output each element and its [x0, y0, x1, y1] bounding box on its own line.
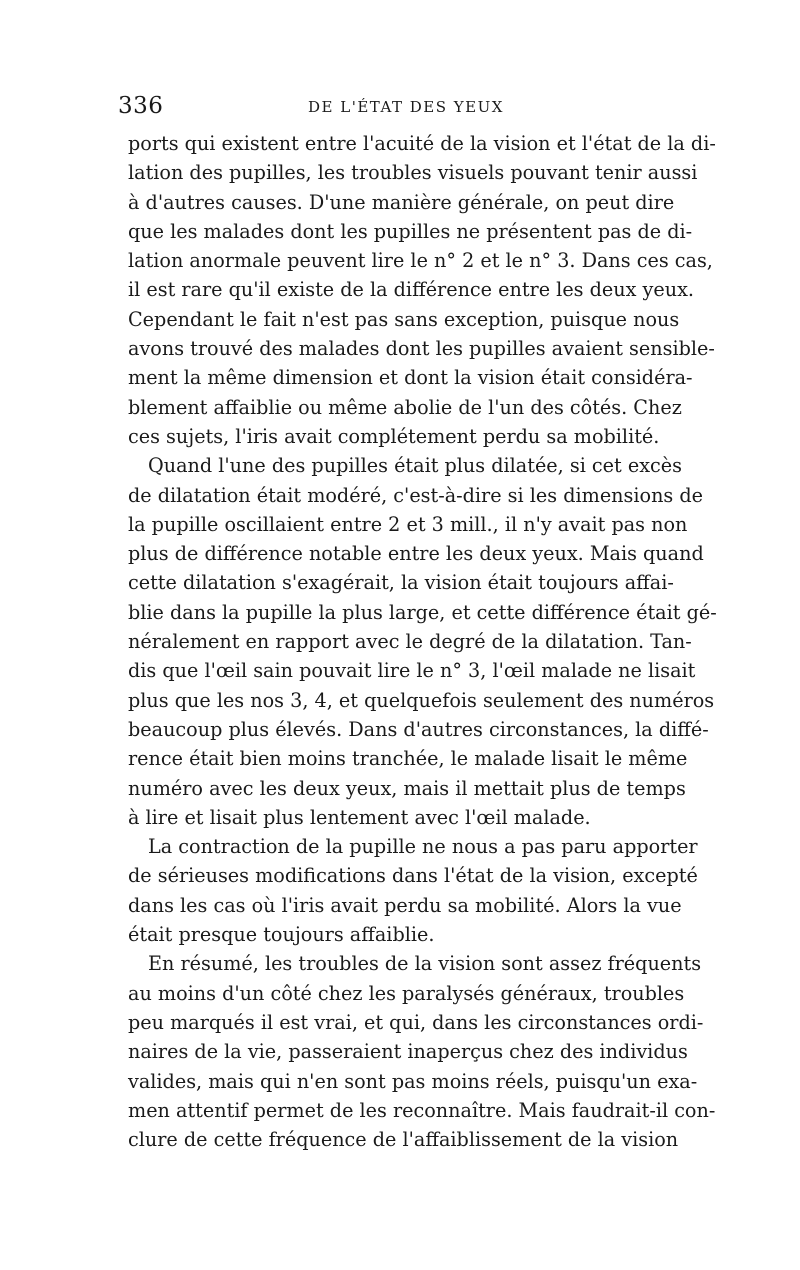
- text-line: la pupille oscillaient entre 2 et 3 mill., il n'y avait pas non: [128, 512, 688, 536]
- text-line: numéro avec les deux yeux, mais il mettait plus de temps: [128, 776, 686, 800]
- text-line: cette dilatation s'exagérait, la vision était toujours affai-: [128, 571, 674, 595]
- text-line: lation des pupilles, les troubles visuels pouvant tenir aussi: [128, 161, 698, 185]
- text-line: à lire et lisait plus lentement avec l'œil malade.: [128, 805, 591, 829]
- text-line: de dilatation était modéré, c'est-à-dire si les dimensions de: [128, 483, 704, 507]
- text-line: avons trouvé des malades dont les pupilles avaient sensible-: [128, 337, 715, 361]
- text-line: blie dans la pupille la plus large, et cette différence était gé-: [128, 600, 717, 624]
- text-line: dis que l'œil sain pouvait lire le n° 3, l'œil malade ne lisait: [128, 659, 696, 683]
- text-line: plus de différence notable entre les deux yeux. Mais quand: [128, 542, 704, 566]
- text-line: néralement en rapport avec le degré de la dilatation. Tan-: [128, 630, 692, 654]
- text-line: valides, mais qui n'en sont pas moins réels, puisqu'un exa-: [128, 1069, 698, 1093]
- text-line: En résumé, les troubles de la vision sont assez fréquents: [148, 952, 702, 976]
- text-line: ces sujets, l'iris avait complétement perdu sa mobilité.: [128, 424, 660, 448]
- text-line: naires de la vie, passeraient inaperçus chez des individus: [128, 1040, 688, 1064]
- text-line: il est rare qu'il existe de la différence entre les deux yeux.: [128, 278, 695, 302]
- running-head: DE L'ÉTAT DES YEUX: [308, 98, 504, 116]
- text-line: peu marqués il est vrai, et qui, dans les circonstances ordi-: [128, 1010, 704, 1034]
- text-line: que les malades dont les pupilles ne présentent pas de di-: [128, 219, 693, 243]
- page-number: 336: [118, 93, 164, 119]
- text-line: clure de cette fréquence de l'affaiblissement de la vision: [128, 1128, 679, 1152]
- text-line: dans les cas où l'iris avait perdu sa mobilité. Alors la vue: [128, 893, 682, 917]
- text-line: Cependant le fait n'est pas sans exception, puisque nous: [128, 307, 680, 331]
- text-line: ment la même dimension et dont la vision était considéra-: [128, 366, 693, 390]
- text-line: était presque toujours affaiblie.: [128, 923, 435, 947]
- text-line: blement affaiblie ou même abolie de l'un des côtés. Chez: [128, 395, 682, 419]
- text-line: La contraction de la pupille ne nous a pas paru apporter: [148, 835, 698, 859]
- text-line: lation anormale peuvent lire le n° 2 et le n° 3. Dans ces cas,: [128, 249, 713, 273]
- page-header: [118, 92, 678, 120]
- text-line: rence était bien moins tranchée, le malade lisait le même: [128, 747, 688, 771]
- text-line: Quand l'une des pupilles était plus dilatée, si cet excès: [148, 454, 682, 478]
- text-line: beaucoup plus élevés. Dans d'autres circonstances, la diffé-: [128, 717, 709, 741]
- text-line: men attentif permet de les reconnaître. Mais faudrait-il con-: [128, 1098, 716, 1122]
- text-line: de sérieuses modifications dans l'état de la vision, excepté: [128, 864, 698, 888]
- text-line: à d'autres causes. D'une manière générale, on peut dire: [128, 190, 675, 214]
- text-line: au moins d'un côté chez les paralysés généraux, troubles: [128, 981, 685, 1005]
- text-line: ports qui existent entre l'acuité de la vision et l'état de la di-: [128, 132, 716, 155]
- body-text: [128, 129, 717, 1154]
- text-line: plus que les nos 3, 4, et quelquefois seulement des numéros: [128, 688, 715, 712]
